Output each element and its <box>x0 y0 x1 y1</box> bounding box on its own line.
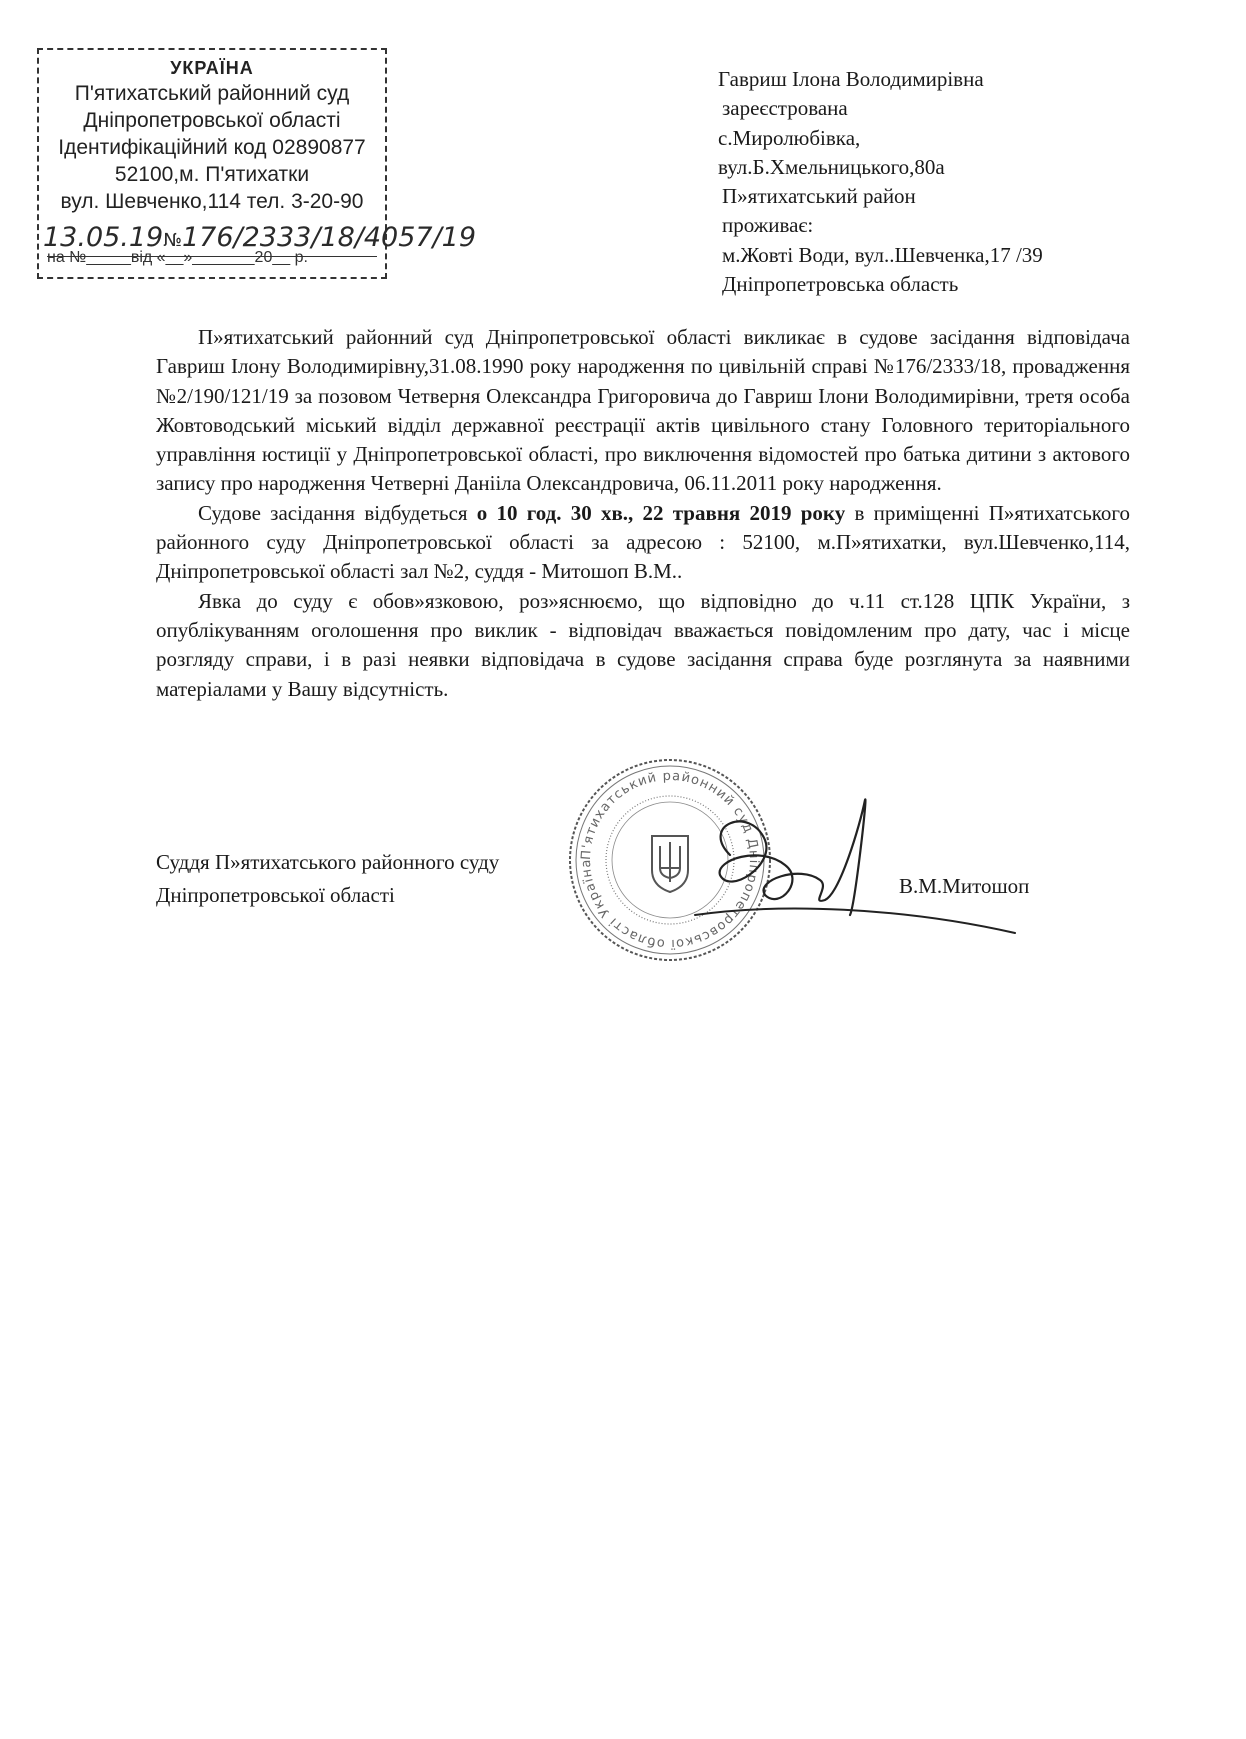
stamp-ref-line: на №_____від «__»_______20__ р. <box>47 249 308 266</box>
stamp-country: УКРАЇНА <box>170 58 254 78</box>
addressee-block <box>718 65 1188 299</box>
judge-title-line-2: Дніпропетровської області <box>156 883 395 907</box>
body-paragraph-1: П»ятихатський районний суд Дніпропетровської області викликає в судове засідання відповідача Гавриш Ілону Володимирівну,31.08.1990 року народження по цивільній справі №176/2333/18, провадження №2/190/121/19 за позовом Четверня Олександра Григоровича до Гавриш Ілони Володимирівни, третя особа Жовтоводський міський відділ державної реєстрації актів цивільного стану Головного територіального управління юстиції у Дніпропетровської області, про виключення відомостей про батька дитини з актового запису про народження Четверні Данііла Олександровича, 06.11.2011 року народження. <box>156 325 1130 496</box>
p2-start: Судове засідання відбудеться <box>198 500 477 525</box>
court-stamp <box>37 48 477 279</box>
stamp-city: 52100,м. П'ятихатки <box>114 163 310 186</box>
addressee-line: Дніпропетровська область <box>722 272 959 297</box>
p2-end: в приміщенні П»ятихатського районного суду Дніпропетровської області за адресою : 52100, м.П»ятихатки, вул.Шевченко,114, Дніпропетровської області зал №2, суддя - Митошоп В.М.. <box>156 500 1131 584</box>
judge-title-line-1: Суддя П»ятихатського районного суду <box>156 850 500 874</box>
addressee-line: проживає: <box>722 213 814 238</box>
addressee-line: с.Миролюбівка, <box>718 125 861 150</box>
stamp-number-sign: № <box>163 230 182 251</box>
judge-name: В.М.Митошоп <box>899 874 1030 898</box>
addressee-line: Гавриш Ілона Володимирівна <box>718 67 984 91</box>
body-paragraph-3: Явка до суду є обов»язковою, роз»яснюємо, що відповідно до ч.11 ст.128 ЦПК України, з опублікуванням оголошення про виклик - відповідач вважається повідомленим про дату, час і місце розгляду справи, і в разі неявки відповідача в судове засідання справа буде розглянута за наявними матеріалами у Вашу відсутність. <box>156 588 1130 701</box>
stamp-court: П'ятихатський районний суд <box>74 82 350 105</box>
stamp-street: вул. Шевченко,114 тел. 3-20-90 <box>60 190 364 213</box>
addressee-line: зареєстрована <box>722 96 848 121</box>
hearing-datetime: о 10 год. 30 хв., 22 травня 2019 року <box>476 500 846 525</box>
judge-signature-icon <box>690 785 1020 950</box>
judge-title <box>156 846 499 912</box>
seal-ring-text: П'ятихатський районний суд Дніпропетровської області Україна <box>578 768 762 952</box>
addressee-line: вул.Б.Хмельницького,80а <box>718 154 945 179</box>
addressee-line: П»ятихатський район <box>722 184 916 209</box>
stamp-region: Дніпропетровської області <box>83 109 341 132</box>
addressee-line: м.Жовті Води, вул..Шевченка,17 /39 <box>722 242 1043 267</box>
body-paragraph-2 <box>156 499 1130 587</box>
summons-body <box>156 323 1130 704</box>
stamp-id-code: Ідентифікаційний код 02890877 <box>58 136 366 159</box>
stamp-handwritten-date: 13.05.19 <box>43 222 164 253</box>
stamp-handwritten-number: 176/2333/18/4057/19 <box>181 222 477 253</box>
